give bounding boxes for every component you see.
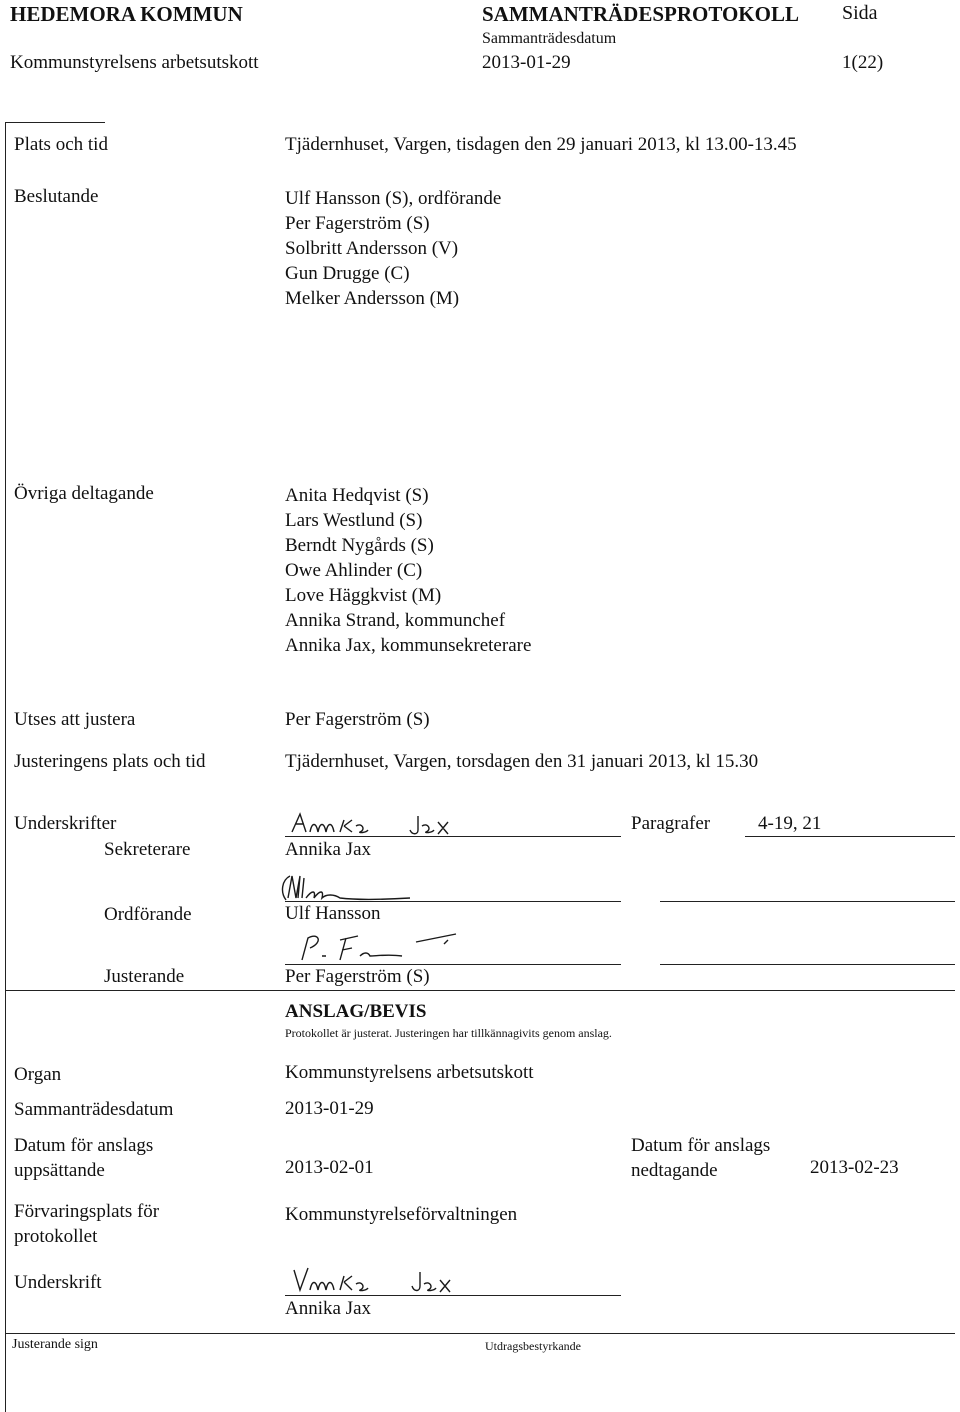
footer-divider — [5, 1333, 955, 1334]
list-item: Melker Andersson (M) — [285, 288, 460, 309]
adjust-place-label: Justeringens plats och tid — [14, 751, 206, 772]
paragraphs-label: Paragrafer — [631, 813, 711, 834]
document-type: SAMMANTRÄDESPROTOKOLL — [482, 2, 799, 26]
place-label: Plats och tid — [14, 134, 108, 155]
storage-label-2: protokollet — [14, 1226, 98, 1247]
secretary-name: Annika Jax — [285, 839, 372, 860]
list-item: Gun Drugge (C) — [285, 263, 410, 284]
adjuster-value: Per Fagerström (S) — [285, 709, 430, 730]
meeting-date: 2013-01-29 — [482, 52, 571, 73]
municipality-name: HEDEMORA KOMMUN — [10, 2, 243, 26]
notice-subtitle: Protokollet är justerat. Justeringen har tillkännagivits genom anslag. — [285, 1026, 612, 1040]
remove-date-label-2: nedtagande — [631, 1160, 718, 1181]
storage-label-1: Förvaringsplats för — [14, 1201, 160, 1222]
blank-line-2 — [660, 964, 955, 965]
footer-right: Utdragsbestyrkande — [485, 1339, 581, 1353]
adjuster-sign-name: Per Fagerström (S) — [285, 966, 430, 987]
list-item: Berndt Nygårds (S) — [285, 535, 434, 556]
post-date-value: 2013-02-01 — [285, 1157, 374, 1178]
others-list — [285, 483, 531, 658]
secretary-label: Sekreterare — [104, 839, 191, 860]
deciding-label: Beslutande — [14, 186, 99, 207]
top-border-stub — [5, 122, 105, 123]
list-item: Solbritt Andersson (V) — [285, 238, 459, 259]
adjuster-signature — [296, 926, 476, 964]
paragraphs-value: 4-19, 21 — [758, 813, 822, 834]
list-item: Owe Ahlinder (C) — [285, 560, 423, 581]
list-item: Annika Strand, kommunchef — [285, 610, 506, 631]
adjuster-sign-label: Justerande — [104, 966, 185, 987]
notice-signature — [290, 1262, 470, 1296]
body-name: Kommunstyrelsens arbetsutskott — [10, 52, 259, 73]
secretary-sign-line — [285, 836, 621, 837]
meeting-date-value: 2013-01-29 — [285, 1098, 374, 1119]
list-item: Anita Hedqvist (S) — [285, 485, 429, 506]
secretary-signature — [288, 808, 498, 838]
storage-value: Kommunstyrelseförvaltningen — [285, 1204, 518, 1225]
section-divider — [5, 990, 955, 991]
deciding-list — [285, 186, 501, 311]
adjuster-sign-line — [285, 964, 621, 965]
notice-sign-line — [285, 1295, 621, 1296]
list-item: Lars Westlund (S) — [285, 510, 423, 531]
list-item: Ulf Hansson (S), ordförande — [285, 188, 502, 209]
remove-date-value: 2013-02-23 — [810, 1157, 899, 1178]
list-item: Love Häggkvist (M) — [285, 585, 442, 606]
organ-value: Kommunstyrelsens arbetsutskott — [285, 1062, 534, 1083]
remove-date-label-1: Datum för anslags — [631, 1135, 771, 1156]
others-label: Övriga deltagande — [14, 483, 154, 504]
chair-name: Ulf Hansson — [285, 903, 381, 924]
place-value: Tjädernhuset, Vargen, tisdagen den 29 januari 2013, kl 13.00-13.45 — [285, 134, 797, 155]
signature-label: Underskrift — [14, 1272, 102, 1293]
organ-label: Organ — [14, 1064, 62, 1085]
post-date-label-2: uppsättande — [14, 1160, 105, 1181]
page-number: 1(22) — [842, 52, 884, 73]
notice-signature-name: Annika Jax — [285, 1298, 372, 1319]
date-label: Sammanträdesdatum — [482, 30, 617, 47]
left-border — [5, 122, 6, 1412]
paragraphs-line — [745, 836, 955, 837]
meeting-date-label: Sammanträdesdatum — [14, 1099, 174, 1120]
footer-left: Justerande sign — [12, 1337, 98, 1352]
adjuster-label: Utses att justera — [14, 709, 136, 730]
list-item: Per Fagerström (S) — [285, 213, 430, 234]
adjust-place-value: Tjädernhuset, Vargen, torsdagen den 31 januari 2013, kl 15.30 — [285, 751, 759, 772]
chair-label: Ordförande — [104, 904, 192, 925]
post-date-label-1: Datum för anslags — [14, 1135, 154, 1156]
signatures-label: Underskrifter — [14, 813, 117, 834]
list-item: Annika Jax, kommunsekreterare — [285, 635, 532, 656]
blank-line-1 — [660, 901, 955, 902]
chair-sign-line — [285, 901, 621, 902]
notice-title: ANSLAG/BEVIS — [285, 1001, 427, 1022]
page-label: Sida — [842, 2, 878, 24]
